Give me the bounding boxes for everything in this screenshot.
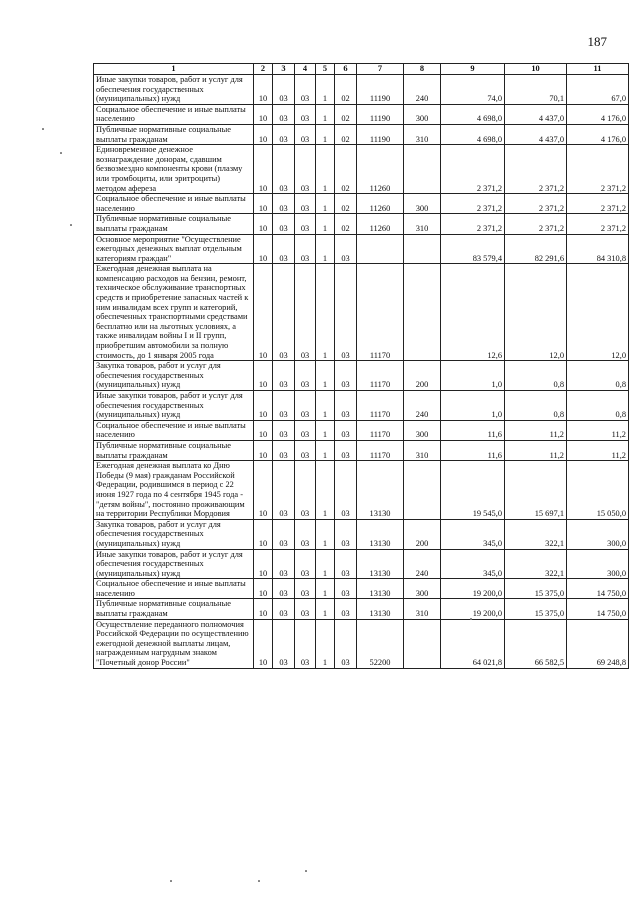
row-code-cell-c5: 1: [316, 420, 335, 440]
row-amount-cell-c11: 300,0: [567, 519, 629, 549]
row-amount-cell-c10: 2 371,2: [505, 214, 567, 234]
row-amount-cell-c11: 0,8: [567, 391, 629, 421]
table-row: [94, 440, 629, 460]
row-code-cell-c2: 10: [254, 391, 273, 421]
column-header-5: 5: [316, 64, 335, 75]
row-name-cell: Социальное обеспечение и иные выплаты населению: [94, 104, 254, 124]
row-code-cell-c7: 11170: [357, 361, 404, 391]
row-code-cell-c7: 11190: [357, 124, 404, 144]
row-name-cell: Публичные нормативные социальные выплаты гражданам: [94, 440, 254, 460]
row-code-cell-c5: 1: [316, 619, 335, 668]
table-row: [94, 420, 629, 440]
row-amount-cell-c11: 4 176,0: [567, 104, 629, 124]
row-code-cell-c5: 1: [316, 461, 335, 520]
row-amount-cell-c9: 19 200,0: [441, 599, 505, 619]
budget-table: [93, 63, 629, 669]
row-code-cell-c7: 52200: [357, 619, 404, 668]
row-code-cell-c5: 1: [316, 234, 335, 264]
row-code-cell-c5: 1: [316, 549, 335, 579]
row-amount-cell-c11: 2 371,2: [567, 214, 629, 234]
row-code-cell-c2: 10: [254, 519, 273, 549]
row-code-cell-c7: 11170: [357, 391, 404, 421]
row-code-cell-c2: 10: [254, 214, 273, 234]
row-code-cell-c3: 03: [273, 579, 295, 599]
row-amount-cell-c11: 0,8: [567, 361, 629, 391]
row-amount-cell-c9: 1,0: [441, 361, 505, 391]
row-amount-cell-c10: 0,8: [505, 361, 567, 391]
row-amount-cell-c9: 4 698,0: [441, 104, 505, 124]
row-amount-cell-c10: 66 582,5: [505, 619, 567, 668]
row-name-cell: Публичные нормативные социальные выплаты гражданам: [94, 214, 254, 234]
row-code-cell-c3: 03: [273, 104, 295, 124]
row-code-cell-c5: 1: [316, 264, 335, 361]
row-code-cell-c3: 03: [273, 549, 295, 579]
table-row: [94, 124, 629, 144]
row-code-cell-c6: 03: [335, 599, 357, 619]
row-amount-cell-c10: 11,2: [505, 440, 567, 460]
row-code-cell-c6: 02: [335, 214, 357, 234]
row-code-cell-c6: 03: [335, 549, 357, 579]
row-code-cell-c5: 1: [316, 104, 335, 124]
row-amount-cell-c11: 11,2: [567, 440, 629, 460]
column-header-10: 10: [505, 64, 567, 75]
row-amount-cell-c10: 15 697,1: [505, 461, 567, 520]
row-name-cell: Закупка товаров, работ и услуг для обеспечения государственных (муниципальных) нужд: [94, 519, 254, 549]
row-code-cell-c4: 03: [295, 619, 316, 668]
row-amount-cell-c11: 12,0: [567, 264, 629, 361]
row-code-cell-c3: 03: [273, 234, 295, 264]
row-code-cell-c2: 10: [254, 420, 273, 440]
column-header-2: 2: [254, 64, 273, 75]
table-row: [94, 264, 629, 361]
row-code-cell-c5: 1: [316, 599, 335, 619]
row-code-cell-c7: 11170: [357, 264, 404, 361]
row-code-cell-c8: 310: [404, 214, 441, 234]
row-amount-cell-c11: 14 750,0: [567, 579, 629, 599]
table-body: [94, 75, 629, 669]
row-code-cell-c5: 1: [316, 194, 335, 214]
row-code-cell-c7: [357, 234, 404, 264]
row-amount-cell-c11: 84 310,8: [567, 234, 629, 264]
row-code-cell-c5: 1: [316, 124, 335, 144]
row-code-cell-c6: 02: [335, 194, 357, 214]
row-code-cell-c8: [404, 145, 441, 194]
row-code-cell-c2: 10: [254, 361, 273, 391]
table-row: [94, 194, 629, 214]
row-amount-cell-c10: 0,8: [505, 391, 567, 421]
row-code-cell-c7: 11190: [357, 75, 404, 105]
row-code-cell-c8: [404, 234, 441, 264]
row-code-cell-c8: [404, 619, 441, 668]
column-header-11: 11: [567, 64, 629, 75]
row-code-cell-c2: 10: [254, 124, 273, 144]
row-code-cell-c8: 240: [404, 75, 441, 105]
row-code-cell-c7: 13130: [357, 579, 404, 599]
row-amount-cell-c10: 2 371,2: [505, 194, 567, 214]
row-code-cell-c4: 03: [295, 264, 316, 361]
row-code-cell-c5: 1: [316, 75, 335, 105]
row-code-cell-c3: 03: [273, 264, 295, 361]
row-code-cell-c2: 10: [254, 579, 273, 599]
table-row: [94, 599, 629, 619]
column-header-7: 7: [357, 64, 404, 75]
table-row: [94, 461, 629, 520]
table-row: [94, 579, 629, 599]
row-name-cell: Основное мероприятие "Осуществление ежегодных денежных выплат отдельным категориям граждан": [94, 234, 254, 264]
row-amount-cell-c9: 74,0: [441, 75, 505, 105]
row-name-cell: Публичные нормативные социальные выплаты гражданам: [94, 124, 254, 144]
row-code-cell-c6: 03: [335, 234, 357, 264]
row-name-cell: Публичные нормативные социальные выплаты гражданам: [94, 599, 254, 619]
row-code-cell-c4: 03: [295, 579, 316, 599]
row-code-cell-c7: 11170: [357, 420, 404, 440]
row-amount-cell-c9: 345,0: [441, 549, 505, 579]
row-code-cell-c2: 10: [254, 75, 273, 105]
scan-speck: [70, 224, 72, 226]
column-header-9: 9: [441, 64, 505, 75]
row-code-cell-c6: 03: [335, 361, 357, 391]
row-name-cell: Иные закупки товаров, работ и услуг для обеспечения государственных (муниципальных) нужд: [94, 391, 254, 421]
row-code-cell-c6: 03: [335, 461, 357, 520]
row-amount-cell-c10: 322,1: [505, 519, 567, 549]
row-code-cell-c3: 03: [273, 420, 295, 440]
row-code-cell-c7: 13130: [357, 519, 404, 549]
row-name-cell: Ежегодная денежная выплата ко Дню Победы (9 мая) гражданам Российской Федерации, родившимся в период с 22 июня 1927 года по 4 сентября 1945 года - "детям войны", постоянно проживающим на территории Республики Мордовия: [94, 461, 254, 520]
row-name-cell: Социальное обеспечение и иные выплаты населению: [94, 420, 254, 440]
row-name-cell: Ежегодная денежная выплата на компенсацию расходов на бензин, ремонт, техническое обслуживание транспортных средств и приобретение запасных частей к ним инвалидам всех групп и категорий, обеспеченных транспортными средствами бесплатно или на льготных условиях, а также инвалидам войны I и II групп, приобретшим автомобили за полную стоимость, до 1 января 2005 года: [94, 264, 254, 361]
row-code-cell-c5: 1: [316, 361, 335, 391]
row-code-cell-c8: [404, 461, 441, 520]
row-amount-cell-c9: 12,6: [441, 264, 505, 361]
row-code-cell-c7: 11260: [357, 194, 404, 214]
row-amount-cell-c11: 15 050,0: [567, 461, 629, 520]
scan-speck: [305, 870, 307, 872]
row-amount-cell-c10: 15 375,0: [505, 579, 567, 599]
row-code-cell-c6: 03: [335, 440, 357, 460]
row-code-cell-c6: 03: [335, 391, 357, 421]
row-code-cell-c8: [404, 264, 441, 361]
row-code-cell-c4: 03: [295, 440, 316, 460]
row-code-cell-c3: 03: [273, 599, 295, 619]
row-code-cell-c7: 11190: [357, 104, 404, 124]
column-header-6: 6: [335, 64, 357, 75]
row-amount-cell-c11: 67,0: [567, 75, 629, 105]
scan-speck: [258, 880, 260, 882]
table-row: [94, 361, 629, 391]
row-name-cell: Осуществление переданного полномочия Российской Федерации по осуществлению ежегодной денежной выплаты лицам, награжденным нагрудным знаком "Почетный донор России": [94, 619, 254, 668]
row-name-cell: Социальное обеспечение и иные выплаты населению: [94, 579, 254, 599]
table-row: [94, 104, 629, 124]
row-amount-cell-c11: 2 371,2: [567, 145, 629, 194]
row-code-cell-c4: 03: [295, 104, 316, 124]
row-amount-cell-c10: 322,1: [505, 549, 567, 579]
scan-speck: [170, 880, 172, 882]
column-header-3: 3: [273, 64, 295, 75]
row-code-cell-c3: 03: [273, 391, 295, 421]
row-amount-cell-c11: 11,2: [567, 420, 629, 440]
row-code-cell-c5: 1: [316, 145, 335, 194]
row-amount-cell-c11: 4 176,0: [567, 124, 629, 144]
row-code-cell-c4: 03: [295, 75, 316, 105]
row-amount-cell-c9: 2 371,2: [441, 194, 505, 214]
row-code-cell-c3: 03: [273, 361, 295, 391]
row-code-cell-c6: 03: [335, 420, 357, 440]
row-code-cell-c3: 03: [273, 461, 295, 520]
row-code-cell-c4: 03: [295, 519, 316, 549]
row-code-cell-c3: 03: [273, 519, 295, 549]
row-code-cell-c3: 03: [273, 124, 295, 144]
row-code-cell-c2: 10: [254, 194, 273, 214]
row-code-cell-c3: 03: [273, 145, 295, 194]
row-code-cell-c3: 03: [273, 194, 295, 214]
row-amount-cell-c10: 11,2: [505, 420, 567, 440]
row-code-cell-c2: 10: [254, 264, 273, 361]
row-code-cell-c8: 240: [404, 391, 441, 421]
row-code-cell-c6: 03: [335, 619, 357, 668]
row-code-cell-c2: 10: [254, 619, 273, 668]
row-code-cell-c5: 1: [316, 391, 335, 421]
row-amount-cell-c9: 83 579,4: [441, 234, 505, 264]
row-code-cell-c8: 200: [404, 519, 441, 549]
row-amount-cell-c11: 2 371,2: [567, 194, 629, 214]
row-code-cell-c6: 03: [335, 519, 357, 549]
row-code-cell-c2: 10: [254, 549, 273, 579]
row-code-cell-c2: 10: [254, 234, 273, 264]
row-code-cell-c6: 03: [335, 579, 357, 599]
row-code-cell-c5: 1: [316, 579, 335, 599]
row-code-cell-c4: 03: [295, 599, 316, 619]
row-code-cell-c7: 13130: [357, 549, 404, 579]
table-row: [94, 549, 629, 579]
row-code-cell-c3: 03: [273, 619, 295, 668]
row-amount-cell-c11: 300,0: [567, 549, 629, 579]
row-code-cell-c5: 1: [316, 519, 335, 549]
row-amount-cell-c9: 2 371,2: [441, 145, 505, 194]
row-name-cell: Единовременное денежное вознаграждение донорам, сдавшим безвозмездно компоненты крови (плазму или тромбоциты, или эритроциты) методом афереза: [94, 145, 254, 194]
row-amount-cell-c9: 1,0: [441, 391, 505, 421]
row-code-cell-c3: 03: [273, 440, 295, 460]
row-code-cell-c6: 03: [335, 264, 357, 361]
row-amount-cell-c10: 4 437,0: [505, 104, 567, 124]
row-amount-cell-c9: 11,6: [441, 440, 505, 460]
table-row: [94, 391, 629, 421]
row-code-cell-c3: 03: [273, 75, 295, 105]
row-code-cell-c2: 10: [254, 145, 273, 194]
scan-speck: [470, 618, 472, 620]
row-amount-cell-c11: 69 248,8: [567, 619, 629, 668]
row-code-cell-c8: 240: [404, 549, 441, 579]
row-code-cell-c7: 11260: [357, 214, 404, 234]
row-code-cell-c6: 02: [335, 104, 357, 124]
row-code-cell-c6: 02: [335, 124, 357, 144]
row-code-cell-c4: 03: [295, 391, 316, 421]
row-amount-cell-c9: 345,0: [441, 519, 505, 549]
row-code-cell-c4: 03: [295, 145, 316, 194]
row-name-cell: Иные закупки товаров, работ и услуг для обеспечения государственных (муниципальных) нужд: [94, 75, 254, 105]
row-amount-cell-c10: 12,0: [505, 264, 567, 361]
row-amount-cell-c9: 11,6: [441, 420, 505, 440]
row-code-cell-c7: 11260: [357, 145, 404, 194]
table-row: [94, 75, 629, 105]
row-code-cell-c8: 200: [404, 361, 441, 391]
row-amount-cell-c10: 70,1: [505, 75, 567, 105]
row-code-cell-c8: 300: [404, 420, 441, 440]
row-code-cell-c4: 03: [295, 461, 316, 520]
row-code-cell-c4: 03: [295, 549, 316, 579]
row-code-cell-c5: 1: [316, 214, 335, 234]
row-amount-cell-c9: 19 545,0: [441, 461, 505, 520]
row-amount-cell-c10: 82 291,6: [505, 234, 567, 264]
row-code-cell-c3: 03: [273, 214, 295, 234]
table-header-row: [94, 64, 629, 75]
row-code-cell-c7: 13130: [357, 599, 404, 619]
table-row: [94, 145, 629, 194]
row-code-cell-c8: 310: [404, 440, 441, 460]
row-amount-cell-c10: 2 371,2: [505, 145, 567, 194]
row-code-cell-c8: 300: [404, 104, 441, 124]
row-name-cell: Закупка товаров, работ и услуг для обеспечения государственных (муниципальных) нужд: [94, 361, 254, 391]
row-code-cell-c8: 300: [404, 194, 441, 214]
row-amount-cell-c9: 2 371,2: [441, 214, 505, 234]
row-code-cell-c2: 10: [254, 104, 273, 124]
table-row: [94, 214, 629, 234]
row-code-cell-c2: 10: [254, 461, 273, 520]
row-code-cell-c4: 03: [295, 214, 316, 234]
row-amount-cell-c9: 19 200,0: [441, 579, 505, 599]
row-amount-cell-c10: 4 437,0: [505, 124, 567, 144]
column-header-8: 8: [404, 64, 441, 75]
page-number: 187: [587, 34, 607, 49]
row-code-cell-c4: 03: [295, 194, 316, 214]
row-name-cell: Социальное обеспечение и иные выплаты населению: [94, 194, 254, 214]
table-row: [94, 519, 629, 549]
row-code-cell-c5: 1: [316, 440, 335, 460]
row-code-cell-c4: 03: [295, 361, 316, 391]
row-amount-cell-c10: 15 375,0: [505, 599, 567, 619]
row-code-cell-c6: 02: [335, 145, 357, 194]
table-row: [94, 234, 629, 264]
row-code-cell-c4: 03: [295, 420, 316, 440]
table-row: [94, 619, 629, 668]
row-code-cell-c8: 300: [404, 579, 441, 599]
row-name-cell: Иные закупки товаров, работ и услуг для обеспечения государственных (муниципальных) нужд: [94, 549, 254, 579]
row-code-cell-c7: 13130: [357, 461, 404, 520]
row-amount-cell-c11: 14 750,0: [567, 599, 629, 619]
row-amount-cell-c9: 64 021,8: [441, 619, 505, 668]
row-code-cell-c4: 03: [295, 234, 316, 264]
column-header-1: 1: [94, 64, 254, 75]
row-code-cell-c8: 310: [404, 124, 441, 144]
scan-speck: [60, 152, 62, 154]
scan-speck: [42, 128, 44, 130]
row-code-cell-c7: 11170: [357, 440, 404, 460]
row-amount-cell-c9: 4 698,0: [441, 124, 505, 144]
row-code-cell-c4: 03: [295, 124, 316, 144]
row-code-cell-c8: 310: [404, 599, 441, 619]
column-header-4: 4: [295, 64, 316, 75]
row-code-cell-c2: 10: [254, 440, 273, 460]
row-code-cell-c2: 10: [254, 599, 273, 619]
row-code-cell-c6: 02: [335, 75, 357, 105]
